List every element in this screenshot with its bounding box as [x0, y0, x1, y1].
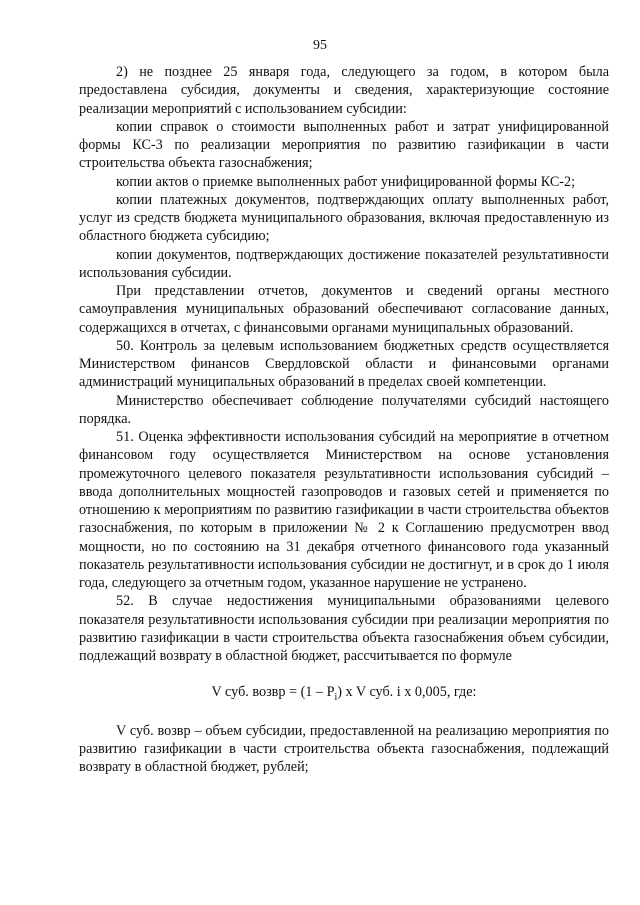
paragraph-payment-copies: копии платежных документов, подтверждающих оплату выполненных работ, услуг из средств бюджета муниципального образования, включая предоставленную из областного бюджета субсидию; [79, 191, 609, 245]
formula-part-1: V суб. возвр = (1 – P [211, 684, 335, 701]
refund-formula [79, 683, 609, 704]
document-body [79, 63, 609, 776]
paragraph-ks3-copies: копии справок о стоимости выполненных работ и затрат унифицированной формы КС-3 по реализации мероприятия по развитию газификации в части строительства объекта газоснабжения; [79, 118, 609, 172]
paragraph-clause-51: 51. Оценка эффективности использования субсидий на мероприятие в отчетном финансовом году осуществляется Министерством на основе установления промежуточного целевого показателя результативности использования субсидий – ввода дополнительных мощностей газопроводов и газовых сетей и применяется по отношению к мероприятиям по развитию газификации в части строительства объектов газоснабжения, по которым в приложении № 2 к Соглашению предусмотрен ввод мощности, но по состоянию на 31 декабря отчетного финансового года указанный показатель результативности использования субсидии не достигнут, и в срок до 1 июля года, следующего за отчетным годом, указанное нарушение не устранено. [79, 429, 609, 591]
paragraph-item-2-documents: 2) не позднее 25 января года, следующего за годом, в котором была предоставлена субсидия, документы и сведения, характеризующие состояние реализации мероприятий с использованием субсидии: [79, 64, 609, 117]
paragraph-reports-coordination: При представлении отчетов, документов и сведений органы местного самоуправления муниципальных образований обеспечивают согласование данных, содержащихся в отчетах, с финансовыми органами муниципальных образований. [79, 283, 609, 336]
paragraph-ks2-copies: копии актов о приемке выполненных работ унифицированной формы КС-2; [116, 173, 576, 190]
formula-subscript: i [334, 692, 338, 704]
paragraph-ministry-compliance: Министерство обеспечивает соблюдение получателями субсидий настоящего порядка. [79, 392, 609, 427]
formula-part-2: ) x V суб. i x 0,005, где: [337, 684, 477, 701]
paragraph-clause-50: 50. Контроль за целевым использованием бюджетных средств осуществляется Министерством финансов Свердловской области и финансовыми органами администраций муниципальных образований в пределах своей компетенции. [79, 337, 609, 391]
paragraph-clause-52: 52. В случае недостижения муниципальными образованиями целевого показателя результативности использования субсидии при реализации мероприятия по развитию газификации в части строительства объекта газоснабжения объем субсидии, подлежащий возврату в областной бюджет, рассчитывается по формуле [79, 593, 609, 664]
page-number: 95 [313, 38, 327, 53]
paragraph-formula-definition: V суб. возвр – объем субсидии, предоставленной на реализацию мероприятия по развитию газификации в части строительства объекта газоснабжения, подлежащий возврату в областной бюджет, рублей; [79, 722, 609, 775]
paragraph-indicator-copies: копии документов, подтверждающих достижение показателей результативности использования субсидии. [79, 246, 609, 281]
